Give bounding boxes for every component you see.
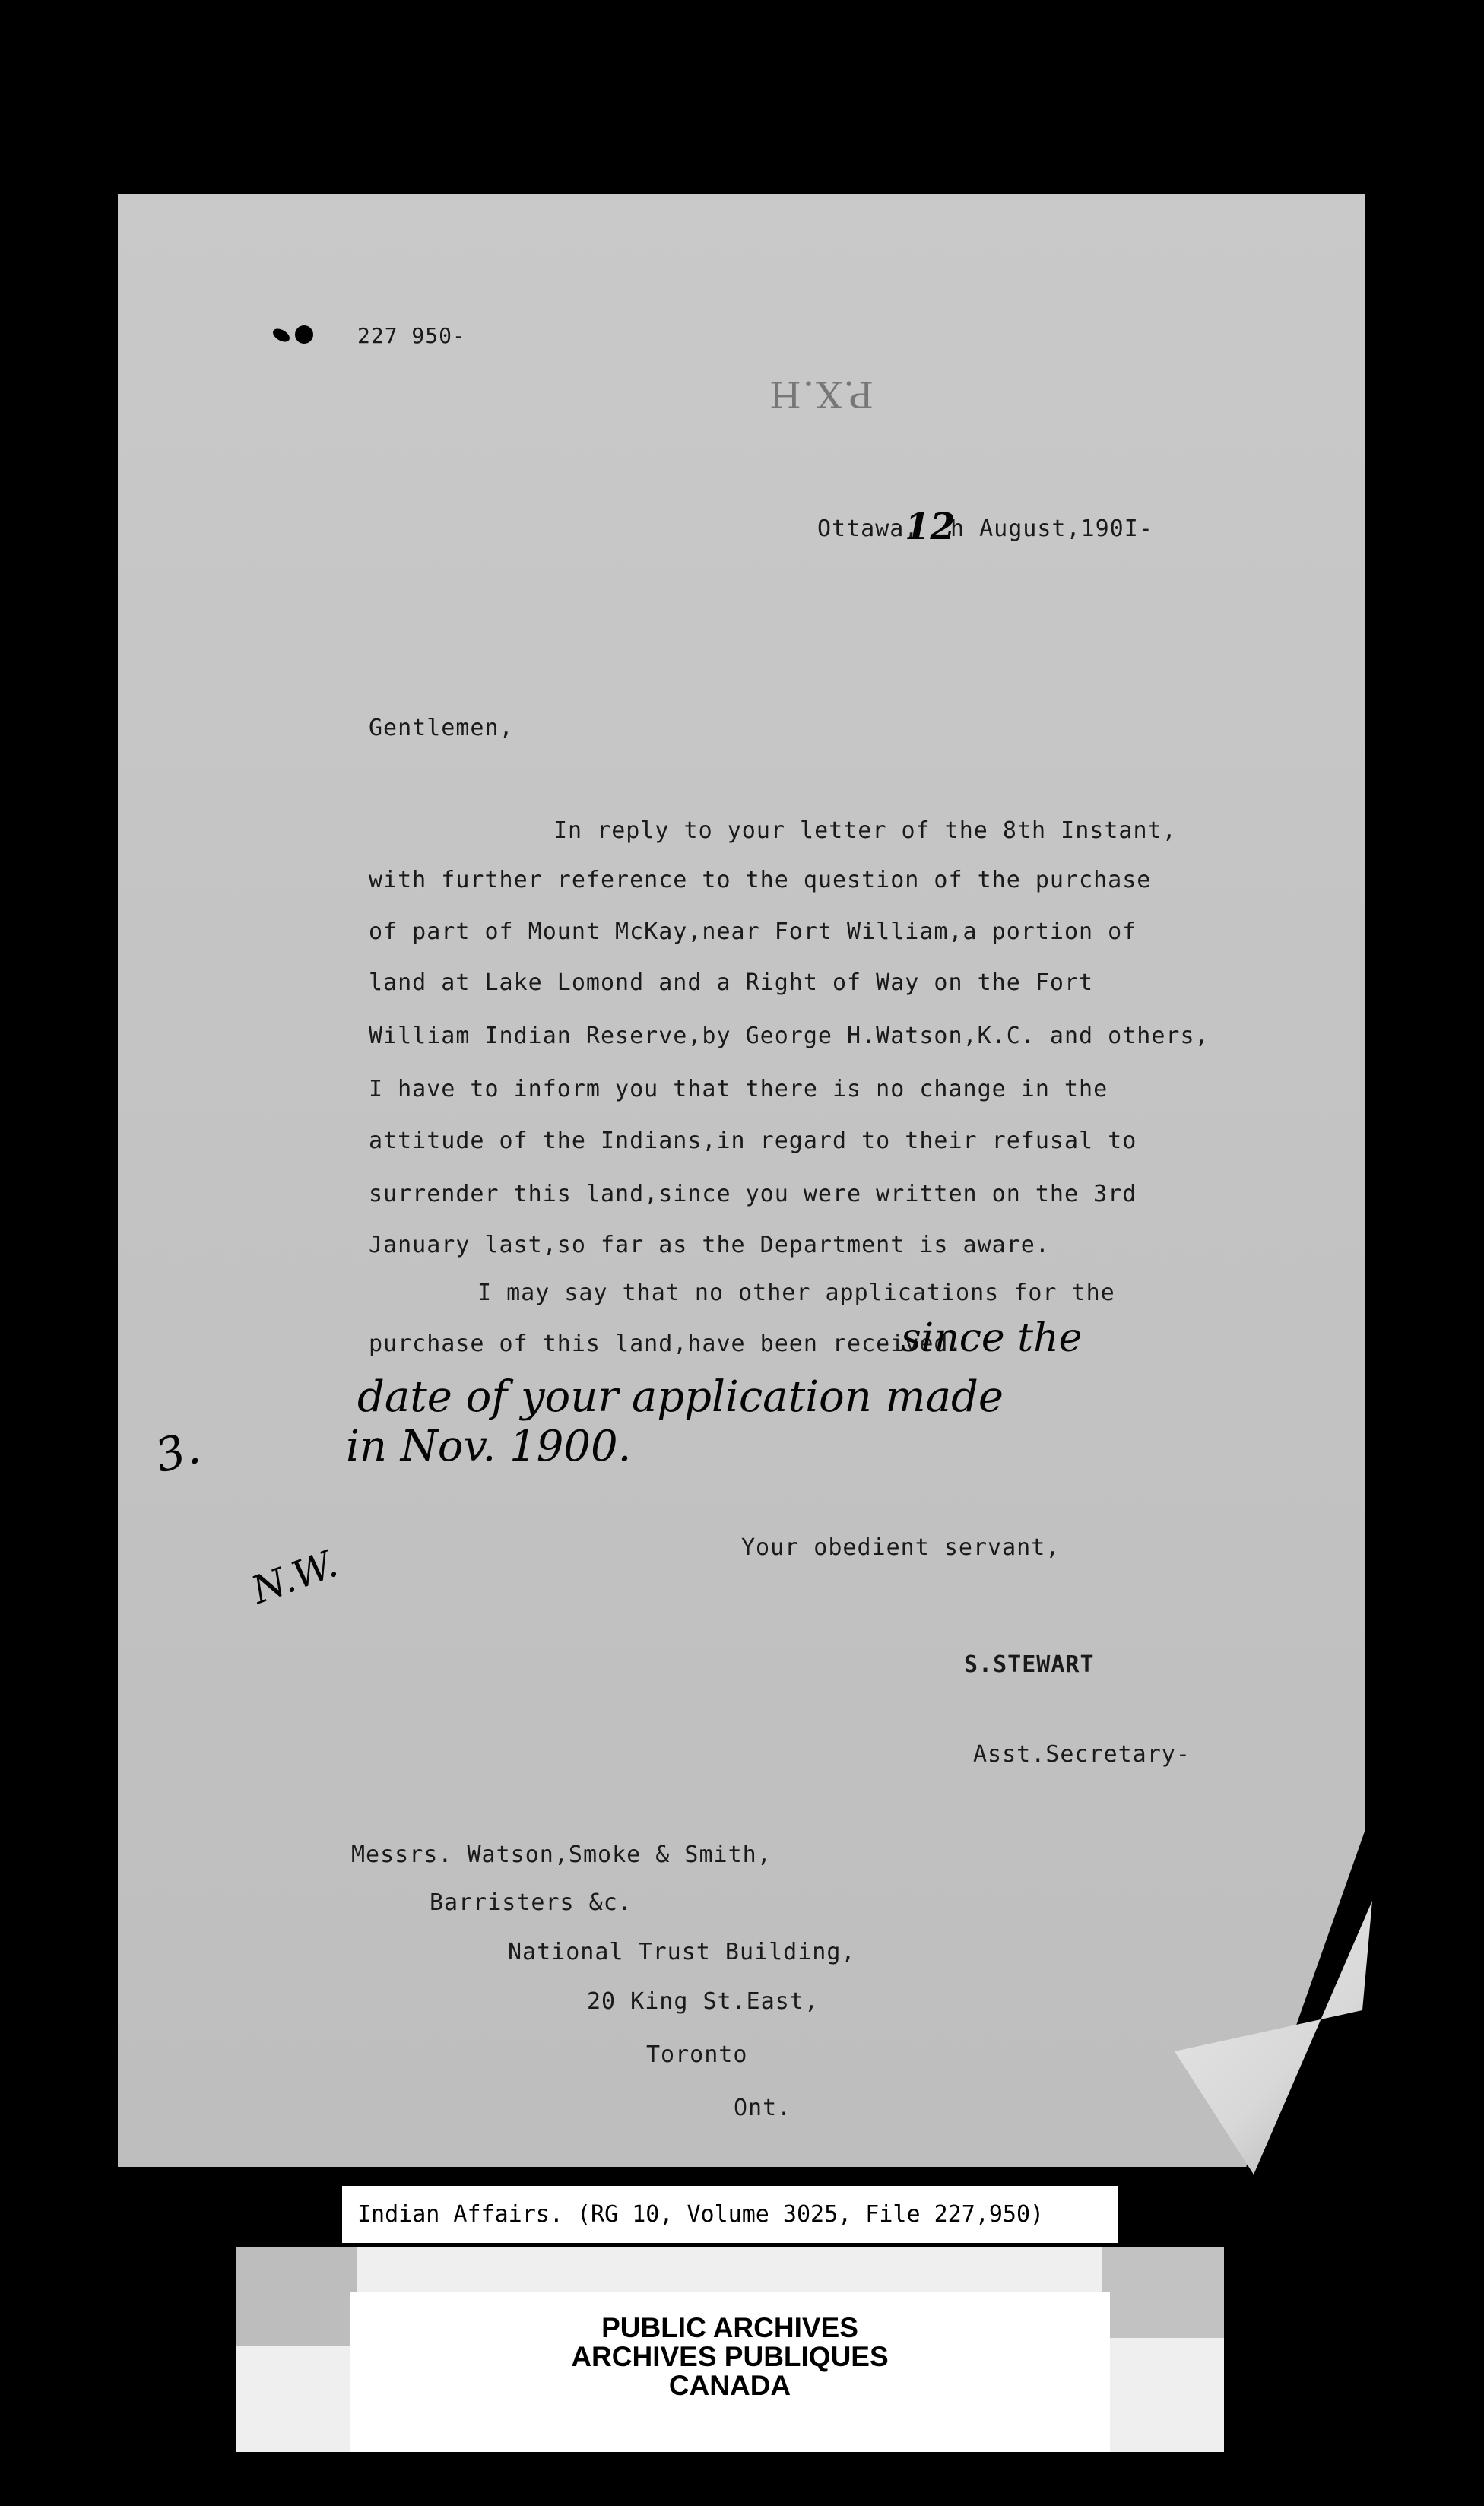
address-line: Barristers &c. [430,1889,633,1916]
handwritten-insert: in Nov. 1900. [346,1422,632,1471]
archive-label-shadow-right [1102,2247,1224,2338]
signature: S.STEWART [964,1651,1095,1678]
initials-mark: N.W. [246,1541,344,1613]
date-day-handwritten: 12 [905,506,956,548]
body-line: purchase of this land,have been received. [369,1331,963,1357]
handwritten-insert: since the [901,1315,1083,1361]
address-line: Ont. [734,2095,792,2121]
signature-title: Asst.Secretary- [973,1741,1191,1768]
archive-line-1: PUBLIC ARCHIVES [601,2312,858,2343]
date-suffix: h August,190I- [950,515,1153,542]
body-line: William Indian Reserve,by George H.Watson,K.C. and others, [369,1023,1210,1049]
body-line: In reply to your letter of the 8th Instant, [553,817,1177,844]
address-line: Messrs. Watson,Smoke & Smith, [351,1841,772,1868]
margin-mark: 3. [149,1420,206,1484]
archive-line-2: ARCHIVES PUBLIQUES [571,2341,889,2372]
archive-label-shadow-left [236,2247,357,2346]
punch-hole-icon [271,325,315,346]
body-line: January last,so far as the Department is aware. [369,1232,1050,1258]
closing: Your obedient servant, [741,1534,1061,1561]
body-line: I have to inform you that there is no change in the [369,1076,1108,1102]
body-line: attitude of the Indians,in regard to their refusal to [369,1128,1137,1154]
stamp-mark: P.X.H [768,373,874,415]
address-line: National Trust Building, [508,1939,856,1965]
date-prefix: Ottawa, [817,515,919,542]
archive-line-3: CANADA [668,2370,791,2401]
address-line: Toronto [646,2041,748,2068]
file-number: 227 950- [357,323,466,348]
address-line: 20 King St.East, [587,1988,819,2015]
body-line: of part of Mount McKay,near Fort William,a portion of [369,918,1137,945]
body-line: with further reference to the question of the purchase [369,867,1152,893]
body-line: I may say that no other applications for the [477,1280,1115,1306]
archive-reference: Indian Affairs. (RG 10, Volume 3025, File 227,950) [342,2186,1118,2243]
salutation: Gentlemen, [369,715,514,741]
archive-stamp [350,2292,1110,2452]
body-line: land at Lake Lomond and a Right of Way on the Fort [369,969,1094,996]
handwritten-insert: date of your application made [357,1372,1004,1422]
body-line: surrender this land,since you were written on the 3rd [369,1181,1137,1207]
